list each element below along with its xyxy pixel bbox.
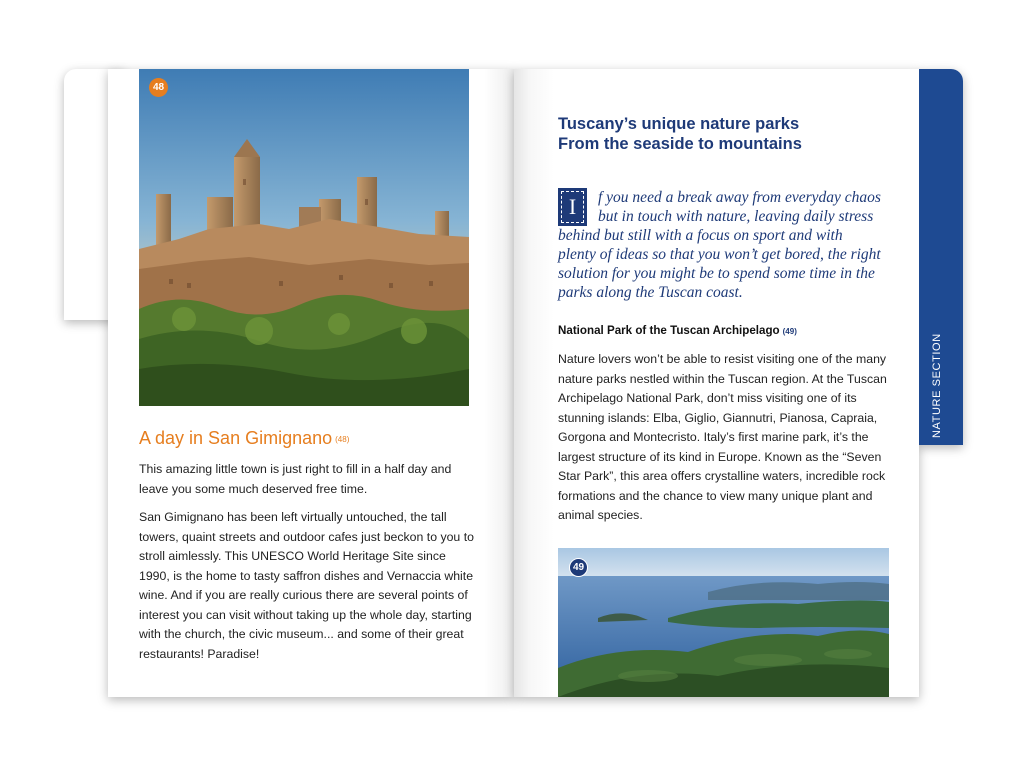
- page-title: [558, 114, 802, 154]
- intro-line: but in touch with nature, leaving daily stress: [598, 208, 874, 225]
- archipelago-photo: [558, 548, 889, 697]
- section-heading: [139, 428, 349, 449]
- subsection-heading: [558, 324, 797, 337]
- title-line: Tuscany’s unique nature parks: [558, 115, 800, 133]
- photo-reference: (48): [335, 434, 350, 444]
- body-paragraph: San Gimignano has been left virtually untouched, the tall towers, quaint streets and outdoor cafes just beckon to you to stroll aimlessly. This UNESCO World Heritage Site since 1990, is the home to tasty saffron dishes and Vernaccia white wine. And if you are really curious there are several points of interest you can visit without taking up the whole day, starting with the church, the civic museum... and some of their great restaurants! Paradise!: [139, 510, 474, 661]
- san-gimignano-photo: [139, 69, 469, 406]
- drop-cap: [558, 188, 587, 226]
- intro-line: f you need a break away from everyday chaos: [598, 189, 881, 206]
- photo-reference: (49): [782, 327, 797, 336]
- section-tab-label: NATURE SECTION: [931, 333, 943, 438]
- heading-text: A day in San Gimignano: [139, 428, 333, 448]
- intro-line: solution for you might be to spend some time in the: [558, 265, 875, 282]
- spine-shadow-right: [514, 69, 554, 697]
- body-paragraph: Nature lovers won’t be able to resist visiting one of the many nature parks nestled within the Tuscan region. At the Tuscan Archipelago National Park, don’t miss visiting one of its stunning islands: Elba, Giglio, Giannutri, Pianosa, Capraia, Gorgona and Montecristo. Italy’s first marine park, it’s the largest structure of its kind in Europe. Known as the “Seven Star Park”, this area offers crystalline waters, incredible rock formations and the chance to view many unique plant and animal species.: [558, 352, 887, 522]
- page-number-badge: 48: [149, 78, 168, 97]
- subheading-text: National Park of the Tuscan Archipelago: [558, 324, 780, 337]
- intro-line: parks along the Tuscan coast.: [558, 284, 743, 301]
- intro-line: plenty of ideas so that you won’t get bored, the right: [558, 246, 881, 263]
- spine-shadow-left: [484, 69, 514, 697]
- drop-cap-letter: I: [561, 191, 584, 223]
- intro-line: behind but still with a focus on sport and with: [558, 227, 843, 244]
- subtitle-line: From the seaside to mountains: [558, 135, 802, 153]
- photo-number-badge: 49: [569, 558, 588, 577]
- intro-paragraph: This amazing little town is just right to fill in a half day and leave you some much deserved free time.: [139, 462, 452, 496]
